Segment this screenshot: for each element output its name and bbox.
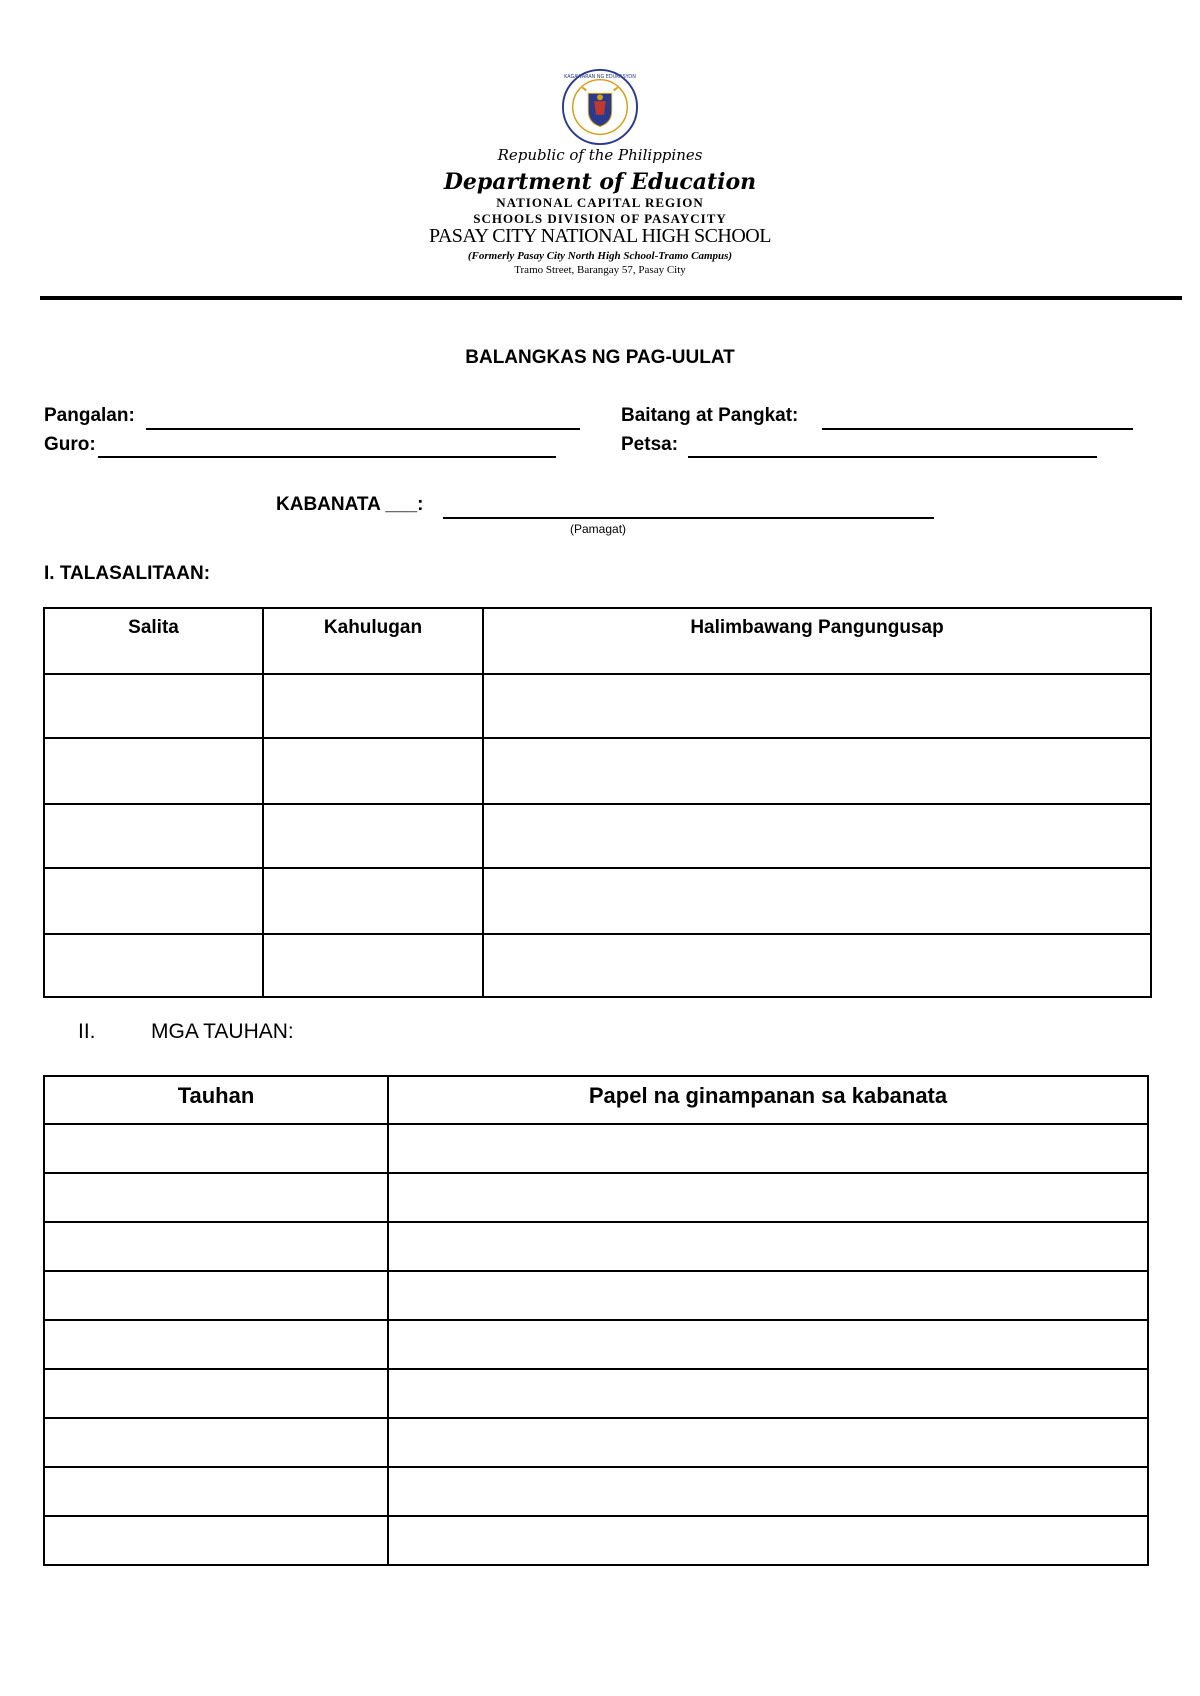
table-row <box>44 1173 1148 1222</box>
vocabulary-table <box>43 607 1152 998</box>
table-row <box>44 868 1151 934</box>
table-row <box>44 1222 1148 1271</box>
chapter-caption: (Pamagat) <box>570 522 627 536</box>
address-line: Tramo Street, Barangay 57, Pasay City <box>514 264 686 276</box>
table-cell[interactable] <box>483 934 1151 997</box>
table-cell[interactable] <box>483 868 1151 934</box>
characters-header-row <box>44 1076 1148 1124</box>
table-cell[interactable] <box>44 674 263 738</box>
table-row <box>44 674 1151 738</box>
republic-line: Republic of the Philippines <box>497 146 703 164</box>
table-cell[interactable] <box>388 1271 1148 1320</box>
document-title: BALANGKAS NG PAG-UULAT <box>465 347 735 368</box>
table-cell[interactable] <box>44 1467 388 1516</box>
chapter-title-line[interactable] <box>443 517 934 519</box>
table-cell[interactable] <box>483 804 1151 868</box>
table-cell[interactable] <box>44 1271 388 1320</box>
column-header-halimbawa: Halimbawang Pangungusap <box>483 608 1151 674</box>
seal-text: KAGAWARAN NG EDUKASYON <box>564 73 636 80</box>
table-cell[interactable] <box>44 934 263 997</box>
table-cell[interactable] <box>388 1418 1148 1467</box>
table-cell[interactable] <box>44 1418 388 1467</box>
table-cell[interactable] <box>263 934 483 997</box>
column-header-papel: Papel na ginampanan sa kabanata <box>388 1076 1148 1124</box>
table-cell[interactable] <box>388 1173 1148 1222</box>
column-header-salita: Salita <box>44 608 263 674</box>
table-row <box>44 1369 1148 1418</box>
table-cell[interactable] <box>263 804 483 868</box>
column-header-tauhan: Tauhan <box>44 1076 388 1124</box>
characters-section-title: MGA TAUHAN: <box>151 1020 294 1043</box>
table-cell[interactable] <box>388 1369 1148 1418</box>
table-cell[interactable] <box>263 674 483 738</box>
table-row <box>44 1516 1148 1565</box>
characters-section-number: II. <box>78 1020 96 1043</box>
table-row <box>44 1320 1148 1369</box>
grade-section-line[interactable] <box>822 428 1133 430</box>
grade-section-label: Baitang at Pangkat: <box>621 405 799 426</box>
chapter-label: KABANATA ___: <box>276 494 424 515</box>
name-label: Pangalan: <box>44 405 135 426</box>
table-cell[interactable] <box>388 1516 1148 1565</box>
deped-seal-logo <box>561 68 639 146</box>
teacher-line[interactable] <box>98 456 556 458</box>
table-cell[interactable] <box>44 1320 388 1369</box>
table-cell[interactable] <box>263 738 483 804</box>
region-line: NATIONAL CAPITAL REGION <box>496 195 704 210</box>
teacher-label: Guro: <box>44 434 96 455</box>
table-cell[interactable] <box>44 1516 388 1565</box>
vocabulary-section-title: I. TALASALITAAN: <box>44 563 211 584</box>
table-row <box>44 1467 1148 1516</box>
table-row <box>44 738 1151 804</box>
date-label: Petsa: <box>621 434 679 455</box>
table-cell[interactable] <box>388 1222 1148 1271</box>
name-line[interactable] <box>146 428 580 430</box>
table-row <box>44 804 1151 868</box>
school-name: PASAY CITY NATIONAL HIGH SCHOOL <box>429 225 771 247</box>
table-cell[interactable] <box>44 1369 388 1418</box>
table-cell[interactable] <box>44 738 263 804</box>
formerly-line: (Formerly Pasay City North High School-Tramo Campus) <box>467 250 733 262</box>
date-line[interactable] <box>688 456 1097 458</box>
table-cell[interactable] <box>44 1222 388 1271</box>
table-cell[interactable] <box>483 674 1151 738</box>
table-cell[interactable] <box>44 1124 388 1173</box>
table-row <box>44 934 1151 997</box>
column-header-kahulugan: Kahulugan <box>263 608 483 674</box>
table-cell[interactable] <box>388 1124 1148 1173</box>
characters-table <box>43 1075 1149 1566</box>
division-line: SCHOOLS DIVISION OF PASAYCITY <box>473 211 727 226</box>
table-cell[interactable] <box>388 1320 1148 1369</box>
table-row <box>44 1271 1148 1320</box>
table-cell[interactable] <box>263 868 483 934</box>
table-row <box>44 1418 1148 1467</box>
table-cell[interactable] <box>44 804 263 868</box>
department-line: Department of Education <box>443 169 757 195</box>
table-cell[interactable] <box>44 868 263 934</box>
vocabulary-header-row <box>44 608 1151 674</box>
table-row <box>44 1124 1148 1173</box>
table-cell[interactable] <box>44 1173 388 1222</box>
header-divider <box>40 296 1182 300</box>
table-cell[interactable] <box>483 738 1151 804</box>
table-cell[interactable] <box>388 1467 1148 1516</box>
